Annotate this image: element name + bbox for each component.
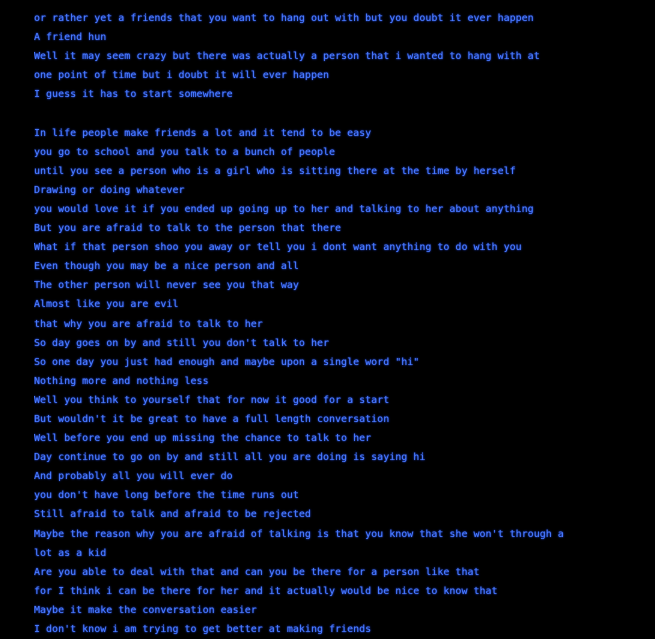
text-line: But wouldn't it be great to have a full length conversation [34, 413, 390, 425]
text-line: you go to school and you talk to a bunch of people [34, 146, 336, 158]
text-line: So one day you just had enough and maybe upon a single word "hi" [34, 356, 420, 368]
text-line: for I think i can be there for her and it actually would be nice to know that [34, 585, 498, 597]
text-line: one point of time but i doubt it will ever happen [34, 70, 330, 82]
text-line: Well before you end up missing the chance to talk to her [34, 433, 372, 445]
text-line: And probably all you will ever do [34, 471, 233, 483]
text-line: I don't know i am trying to get better at making friends [34, 624, 372, 635]
text-line: Well you think to yourself that for now it good for a start [34, 394, 390, 406]
paragraph-gap [34, 104, 639, 123]
text-line: Nothing more and nothing less [34, 375, 209, 387]
text-line: In life people make friends a lot and it tend to be easy [34, 127, 372, 139]
text-line: Are you able to deal with that and can you be there for a person like that [34, 566, 480, 578]
text-line: Maybe the reason why you are afraid of talking is that you know that she won't through a [34, 528, 564, 540]
text-document [34, 9, 639, 639]
text-line: A friend hun [34, 32, 107, 44]
text-line: until you see a person who is a girl who is sitting there at the time by herself [34, 165, 516, 177]
text-line: Day continue to go on by and still all you are doing is saying hi [34, 452, 426, 464]
text-line: I guess it has to start somewhere [34, 89, 233, 101]
text-line: What if that person shoo you away or tell you i dont want anything to do with you [34, 242, 522, 254]
paragraph-main [34, 124, 639, 639]
text-line: The other person will never see you that way [34, 280, 299, 292]
text-line: Still afraid to talk and afraid to be rejected [34, 509, 311, 521]
text-line: you would love it if you ended up going up to her and talking to her about anything [34, 203, 534, 215]
text-line: Even though you may be a nice person and all [34, 261, 299, 273]
text-line: Well it may seem crazy but there was actually a person that i wanted to hang with at [34, 51, 540, 63]
text-line: or rather yet a friends that you want to hang out with but you doubt it ever happen [34, 13, 534, 24]
text-line: you don't have long before the time runs out [34, 490, 299, 502]
text-line: Maybe it make the conversation easier [34, 604, 257, 616]
text-line: But you are afraid to talk to the person that there [34, 223, 342, 235]
paragraph-intro [34, 9, 639, 104]
text-line: So day goes on by and still you don't talk to her [34, 337, 330, 349]
text-line: lot as a kid [34, 547, 107, 559]
text-line: Almost like you are evil [34, 299, 179, 311]
text-line: that why you are afraid to talk to her [34, 318, 263, 330]
text-line: Drawing or doing whatever [34, 184, 185, 196]
